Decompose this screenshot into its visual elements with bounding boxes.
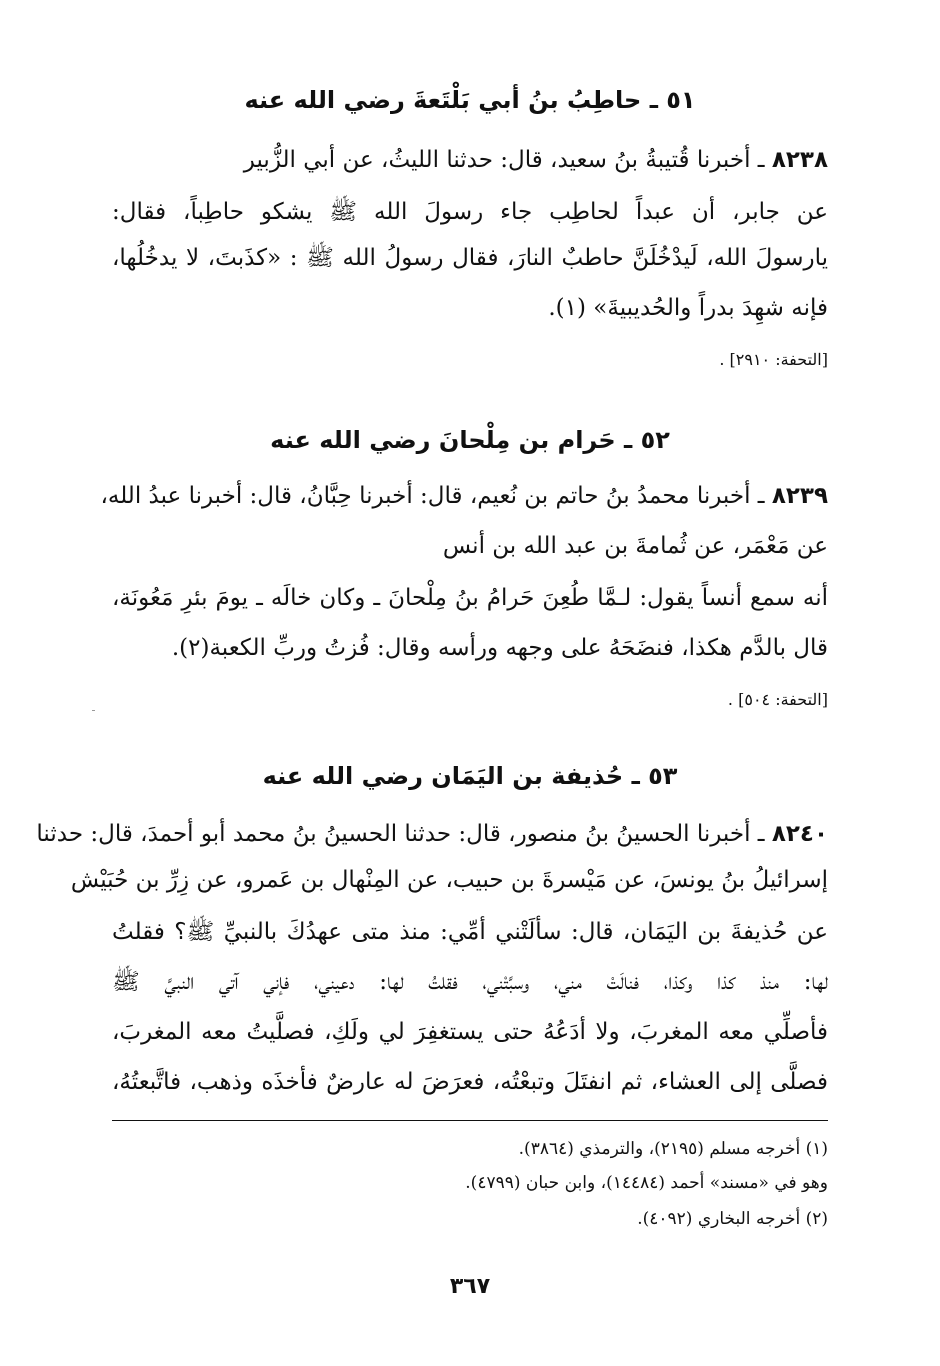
footnote-1-continuation: وهو في «مسند» أحمد (١٤٤٨٤)، وابن حبان (٤٧٩٩). [465,1173,828,1193]
hadith-8239-isnad-line-1: ٨٢٣٩ ـ أخبرنا محمدُ بنُ حاتم بن نُعيم، قال: أخبرنا حِبَّانُ، قال: أخبرنا عبدُ الله، [100,483,828,509]
hadith-8240-matn-line-3: فأصلِّي معه المغربَ، ولا أدَعُهُ حتى يستغفِرَ لي ولَكِ، فصلَّيتُ معه المغربَ، [112,1019,828,1045]
hadith-8240-matn-line-1: عن حُذيفةَ بن اليَمَان، قال: سألَتْني أمِّي: منذ متى عهدُكَ بالنبيِّ ﷺ؟ فقلتُ [112,919,828,945]
section-heading-52: ٥٢ ـ حَرام بن مِلْحانَ رضي الله عنه [270,426,670,454]
hadith-number: ٨٢٣٩ [771,483,828,509]
footnote-divider [112,1120,828,1121]
hadith-8240-matn-line-2: لها: منذ كذا وكذا، فنالَتْ مني، وسبَّتْني، فقلتُ لها: دعيني، فإني آتي النبيَّ ﷺ [112,969,828,995]
hadith-8240-matn-line-4: فصلَّى إلى العشاء، ثم انفتَلَ وتبعْتُه، فعرَضَ له عارضٌ فأخذَه وذهب، فاتَّبعتُهُ، [112,1069,828,1095]
tuhfa-reference: [التحفة: ٥٠٤] . [727,690,828,709]
section-heading-51: ٥١ ـ حاطِبُ بنُ أبي بَلْتَعةَ رضي الله عنه [244,86,696,114]
hadith-8238-matn-line-2: يارسولَ الله، لَيدْخُلَنَّ حاطبٌ النارَ، فقال رسولُ الله ﷺ : «كذَبتَ، لا يدخُلُها، [112,245,828,271]
section-heading-53: ٥٣ ـ حُذيفة بن اليَمَان رضي الله عنه [262,762,678,790]
scan-speck [92,710,95,711]
footnote-2: (٢) أخرجه البخاري (٤٠٩٢). [637,1209,828,1229]
hadith-number: ٨٢٤٠ [771,821,828,847]
page-number: ٣٦٧ [449,1274,491,1299]
hadith-8239-matn-line-1: أنه سمع أنساً يقول: لـمَّا طُعِنَ حَرامُ بنُ مِلْحانَ ـ وكان خالَه ـ يومَ بئرِ مَعُونَة، [112,585,828,611]
hadith-8239-matn-line-2: قال بالدَّم هكذا، فنضَحَهُ على وجهه ورأسه وقال: فُزتُ وربِّ الكعبة(٢). [171,635,828,661]
hadith-8238-isnad-line-1: ٨٢٣٨ ـ أخبرنا قُتيبةُ بنُ سعيد، قال: حدثنا الليثُ، عن أبي الزُّبير [243,147,828,173]
footnote-1: (١) أخرجه مسلم (٢١٩٥)، والترمذي (٣٨٦٤). [518,1139,828,1159]
tuhfa-reference: [التحفة: ٢٩١٠] . [719,350,828,369]
hadith-8239-isnad-line-2: عن مَعْمَر، عن ثُمامةَ بن عبد الله بن أنس [442,533,828,559]
hadith-8240-isnad-line-1: ٨٢٤٠ ـ أخبرنا الحسينُ بنُ منصور، قال: حدثنا الحسينُ بنُ محمد أبو أحمدَ، قال: حدثنا [36,821,828,847]
hadith-number: ٨٢٣٨ [771,147,828,173]
hadith-8240-isnad-line-2: إسرائيلُ بنُ يونسَ، عن مَيْسرةَ بن حبيب، عن المِنْهال بن عَمرو، عن زِرِّ بن حُبَيْش [70,867,828,893]
hadith-8238-matn-line-3: فإنه شهِدَ بدراً والحُديبيةَ» (١). [548,295,828,321]
hadith-8238-matn-line-1: عن جابر، أن عبداً لحاطِب جاء رسولَ الله ﷺ يشكو حاطِباً، فقال: [112,199,828,225]
